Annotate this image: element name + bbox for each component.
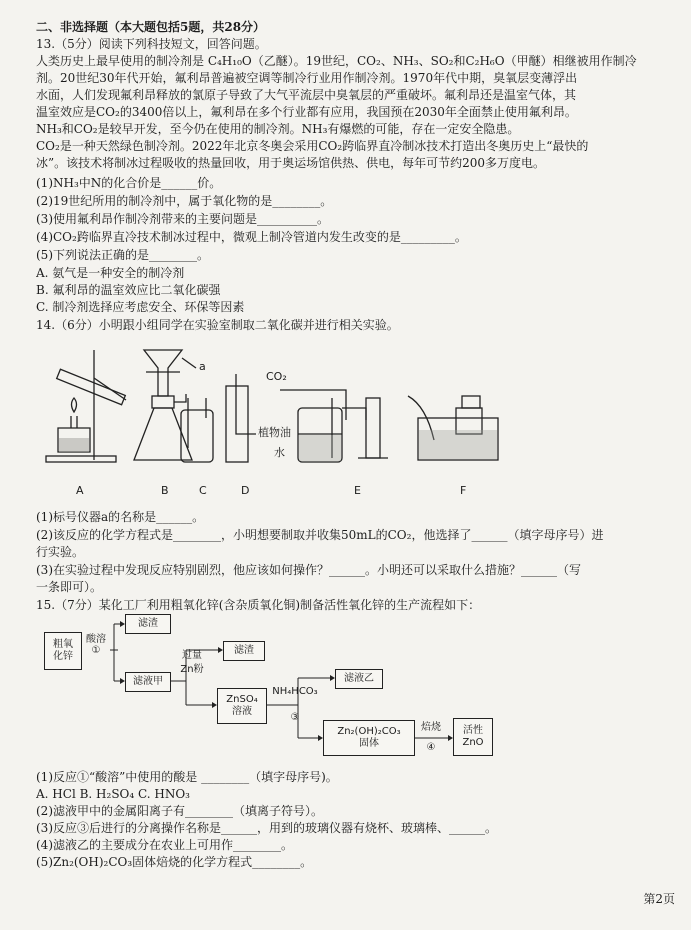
flow-node-filtrate-b: 滤液乙 bbox=[335, 669, 383, 689]
q13-subquestion-2: (2)19世纪所用的制冷剂中，属于氧化物的是________。 bbox=[36, 194, 333, 208]
apparatus-label-b: B bbox=[161, 484, 169, 497]
q14-title: 14.（6分）小明跟小组同学在实验室制取二氧化碳并进行相关实验。 bbox=[36, 318, 399, 332]
apparatus-label-a: A bbox=[76, 484, 84, 497]
flow-node-active-zno bbox=[453, 718, 493, 756]
co2-inlet-tube bbox=[280, 390, 346, 420]
label-a-pointer bbox=[182, 358, 196, 368]
rubber-stopper bbox=[152, 396, 174, 408]
q15-subquestion-1: (1)反应①“酸溶”中使用的酸是 ________（填字母序号)。 bbox=[36, 770, 338, 784]
q15-subquestion-5: (5)Zn₂(OH)₂CO₃固体焙烧的化学方程式________。 bbox=[36, 855, 313, 869]
flow-node-basic-zinc-carbonate bbox=[323, 720, 415, 756]
flow-node-filtrate-a: 滤液甲 bbox=[125, 672, 171, 692]
label-a: a bbox=[199, 360, 206, 373]
section-title: 二、非选择题（本大题包括5题，共28分） bbox=[36, 20, 266, 34]
apparatus-label-f: F bbox=[460, 484, 467, 497]
apparatus-label-e: E bbox=[354, 484, 361, 497]
flow-step-2-top: 过量 bbox=[182, 650, 202, 661]
q13-subquestion-1: (1)NH₃中N的化合价是______价。 bbox=[36, 176, 222, 190]
flow-step-4-bottom: ④ bbox=[426, 742, 436, 753]
q13-text-line: 人类历史上最早使用的制冷剂是 C₄H₁₀O（乙醚）。19世纪，CO₂、NH₃、SO₂和C₂H₆O（甲醚）相继被用作制冷 bbox=[36, 54, 637, 68]
q13-subquestion-4: (4)CO₂跨临界直冷技术制冰过程中，微观上制冷管道内发生改变的是_________。 bbox=[36, 230, 467, 244]
flow-node-product-line1: 活性 bbox=[463, 725, 483, 736]
q13-subquestion-3: (3)使用氟利昂作制冷剂带来的主要问题是__________。 bbox=[36, 212, 329, 226]
flow-step-4-top: 焙烧 bbox=[421, 722, 441, 733]
q13-text-line: NH₃和CO₂是较早开发，至今仍在使用的制冷剂。NH₃有爆燃的可能，存在一定安全隐患。 bbox=[36, 122, 520, 136]
flow-node-residue-2: 滤渣 bbox=[223, 641, 265, 661]
flow-step-2-bottom: Zn粉 bbox=[180, 664, 204, 675]
q13-text-line: 水面，人们发现氟利昂释放的氯原子导致了大气平流层中臭氧层的严重破坏。氟利昂还是温室气体，其 bbox=[36, 88, 577, 102]
q15-title: 15.（7分）某化工厂利用粗氧化锌(含杂质氧化铜)制备活性氧化锌的生产流程如下： bbox=[36, 598, 481, 612]
separatory-funnel bbox=[144, 350, 182, 396]
test-tube bbox=[57, 369, 126, 404]
q14-subquestion-2: (2)该反应的化学方程式是________，小明想要制取并收集50mL的CO₂，他选择了______（填字母序号）进 bbox=[36, 528, 604, 542]
q13-text-line: CO₂是一种天然绿色制冷剂。2022年北京冬奥会采用CO₂跨临界直冷制冰技术打造出冬奥历史上“最快的 bbox=[36, 139, 589, 153]
label-water: 水 bbox=[274, 446, 285, 459]
flow-node-solid-line2: 固体 bbox=[359, 738, 379, 749]
q14-subquestion-2-cont: 行实验。 bbox=[36, 545, 85, 559]
q15-subquestion-1-options: A. HCl B. H₂SO₄ C. HNO₃ bbox=[36, 787, 190, 801]
q15-subquestion-2: (2)滤液甲中的金属阳离子有________（填离子符号）。 bbox=[36, 804, 323, 818]
label-co2: CO₂ bbox=[266, 370, 287, 383]
gas-bottle-c bbox=[181, 410, 213, 462]
q13-title: 13.（5分）阅读下列科技短文，回答问题。 bbox=[36, 37, 267, 51]
glass-plate bbox=[462, 396, 480, 408]
q13-option-a: A. 氨气是一种安全的制冷剂 bbox=[36, 266, 185, 280]
q13-text-line: 冰”。该技术将制冰过程吸收的热量回收，用于奥运场馆供热、供电，每年可节约200多万度电。 bbox=[36, 156, 546, 170]
gas-bottle-d bbox=[226, 386, 248, 462]
label-vegetable-oil: 植物油 bbox=[258, 426, 291, 439]
q14-subquestion-1: (1)标号仪器a的名称是______。 bbox=[36, 510, 205, 524]
lamp-fuel bbox=[59, 438, 89, 452]
q13-text-line: 温室效应是CO₂的3400倍以上，氟利昂在多个行业都有应用，我国预在2030年全面禁止使用氟利昂。 bbox=[36, 105, 577, 119]
flask-outlet bbox=[174, 394, 186, 402]
flow-step-3-bottom: ③ bbox=[290, 712, 300, 723]
page-number: 第2页 bbox=[643, 892, 675, 906]
flow-node-raw-label: 粗氧化锌 bbox=[53, 639, 73, 662]
lab-apparatus-drawing bbox=[36, 338, 616, 498]
lamp-wick bbox=[71, 416, 77, 428]
flow-node-znso4-line2: 溶液 bbox=[232, 706, 252, 717]
lamp-flame bbox=[72, 398, 77, 412]
q15-subquestion-3: (3)反应③后进行的分离操作名称是______，用到的玻璃仪器有烧杯、玻璃棒、______。 bbox=[36, 821, 498, 835]
delivery-tube-d bbox=[236, 374, 256, 434]
flow-step-1-label: 酸溶① bbox=[86, 634, 106, 656]
lab-apparatus-figure bbox=[36, 338, 616, 498]
q15-subquestion-4: (4)滤液乙的主要成分在农业上可用作________。 bbox=[36, 838, 293, 852]
flow-node-solid-line1: Zn₂(OH)₂CO₃ bbox=[337, 726, 401, 737]
flow-node-raw-zinc-oxide bbox=[44, 632, 82, 670]
apparatus-label-c: C bbox=[199, 484, 207, 497]
q13-option-b: B. 氟利昂的温室效应比二氧化碳强 bbox=[36, 283, 221, 297]
measuring-cylinder bbox=[366, 398, 380, 458]
flow-step-3-top: NH₄HCO₃ bbox=[272, 686, 318, 697]
q13-text-line: 剂。20世纪30年代开始，氟利昂普遍被空调等制冷行业用作制冷剂。1970年代中期，臭氧层变薄浮出 bbox=[36, 71, 578, 85]
flow-node-znso4-line1: ZnSO₄ bbox=[226, 694, 258, 705]
bottle-water bbox=[299, 435, 341, 461]
flow-node-residue-1: 滤渣 bbox=[125, 614, 171, 634]
apparatus-label-d: D bbox=[241, 484, 250, 497]
trough-water bbox=[419, 430, 497, 459]
q13-subquestion-5: (5)下列说法正确的是________。 bbox=[36, 248, 209, 262]
flow-node-product-line2: ZnO bbox=[462, 737, 484, 748]
q14-subquestion-3-cont: 一条即可）。 bbox=[36, 580, 103, 594]
conical-flask bbox=[134, 408, 192, 460]
q14-subquestion-3: (3)在实验过程中发现反应特别剧烈，他应该如何操作？______。小明还可以采取什么措施？______（写 bbox=[36, 563, 582, 577]
flow-node-znso4 bbox=[217, 688, 267, 724]
iron-stand-base bbox=[46, 456, 116, 462]
q13-option-c: C. 制冷剂选择应考虑安全、环保等因素 bbox=[36, 300, 245, 314]
